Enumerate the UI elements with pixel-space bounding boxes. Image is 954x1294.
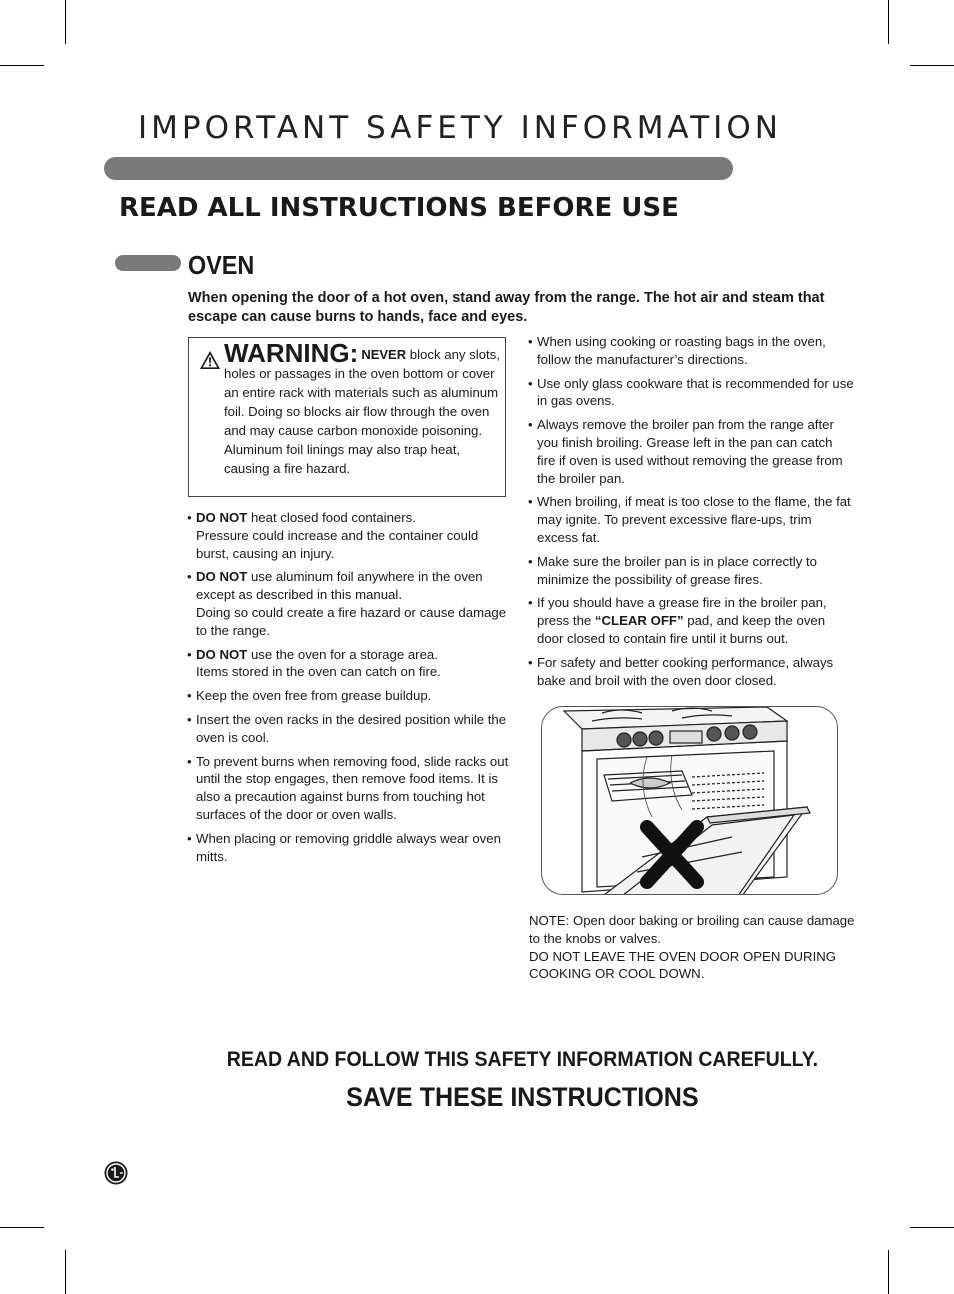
clear-off-label: “CLEAR OFF” <box>594 613 684 629</box>
item-text: Pressure could increase and the container could burst, causing an injury. <box>196 527 479 561</box>
list-item <box>188 509 510 562</box>
crop-mark <box>910 1227 954 1228</box>
footer-save-instructions: SAVE THESE INSTRUCTIONS <box>346 1082 699 1112</box>
list-item: • Always remove the broiler pan from the range after you finish broiling. Grease left in the pan can catch fire if oven is used without removing the grease from the broiler pan. <box>529 416 854 487</box>
note-text <box>529 912 859 983</box>
crop-mark <box>0 65 44 66</box>
footer-read-follow: READ AND FOLLOW THIS SAFETY INFORMATION CAREFULLY. <box>226 1048 819 1071</box>
list-item: • When placing or removing griddle always wear oven mitts. <box>188 830 510 866</box>
crop-mark <box>65 0 66 44</box>
item-text: Items stored in the oven can catch on fire. <box>196 664 441 680</box>
lg-logo-icon <box>104 1161 128 1185</box>
left-bullet-list <box>188 509 510 871</box>
list-item: • When using cooking or roasting bags in the oven, follow the manufacturer’s directions. <box>529 333 854 369</box>
list-item: • To prevent burns when removing food, slide racks out until the stop engages, then remove food items. It is also a precaution against burns from touching hot surfaces of the door or oven walls. <box>188 753 510 824</box>
warning-triangle-icon <box>199 350 221 370</box>
title-bar <box>104 157 733 180</box>
right-bullet-list <box>529 333 854 695</box>
crop-mark <box>0 1227 44 1228</box>
list-item: • Use only glass cookware that is recommended for use in gas ovens. <box>529 375 854 411</box>
list-item: • Make sure the broiler pan is in place correctly to minimize the possibility of grease fires. <box>529 553 854 589</box>
item-text: use aluminum foil anywhere in the oven except as described in this manual. <box>196 569 483 603</box>
warning-body: block any slots, holes or passages in the oven bottom or cover an entire rack with materials such as aluminum foil. Doing so blocks air flow through the oven and may cause carbon monoxide poisoning. Aluminum foil linings may also trap heat, causing a fire hazard. <box>224 347 500 476</box>
list-item: • Insert the oven racks in the desired position while the oven is cool. <box>188 711 510 747</box>
item-text: heat closed food containers. <box>247 510 416 525</box>
warning-never: NEVER <box>361 347 407 362</box>
note-line: NOTE: Open door baking or broiling can cause damage to the knobs or valves. <box>529 913 855 946</box>
item-text: pad, and keep the oven door closed to contain fire until it burns out. <box>537 613 826 646</box>
crop-mark <box>910 65 954 66</box>
crop-mark <box>888 1250 889 1294</box>
list-item <box>188 646 510 682</box>
section-heading: OVEN <box>188 250 255 280</box>
list-item <box>188 568 510 639</box>
warning-text <box>224 338 502 478</box>
item-text: use the oven for a storage area. <box>247 646 438 662</box>
do-not-label: DO NOT <box>196 569 248 585</box>
item-text: If you should have a grease fire in the broiler pan, press the <box>537 595 827 629</box>
warning-label: WARNING: <box>224 338 359 368</box>
list-item <box>529 594 854 647</box>
list-item: • For safety and better cooking performance, always bake and broil with the oven door closed. <box>529 654 854 690</box>
read-all-heading: READ ALL INSTRUCTIONS BEFORE USE <box>119 193 679 223</box>
note-line: DO NOT LEAVE THE OVEN DOOR OPEN DURING COOKING OR COOL DOWN. <box>529 948 837 982</box>
oven-door-open-illustration <box>541 706 838 895</box>
crop-mark <box>65 1250 66 1294</box>
item-text: Doing so could create a fire hazard or cause damage to the range. <box>196 604 507 638</box>
list-item: • When broiling, if meat is too close to the flame, the fat may ignite. To prevent excessive flare-ups, trim excess fat. <box>529 493 854 546</box>
do-not-label: DO NOT <box>196 510 248 525</box>
warning-box <box>188 337 506 497</box>
do-not-label: DO NOT <box>196 646 248 662</box>
list-item: • Keep the oven free from grease buildup. <box>188 687 510 705</box>
intro-text: When opening the door of a hot oven, stand away from the range. The hot air and steam that escape can cause burns to hands, face and eyes. <box>188 290 825 325</box>
crop-mark <box>888 0 889 44</box>
section-marker <box>115 255 181 271</box>
oven-illustration-icon <box>542 707 838 895</box>
page-title: IMPORTANT SAFETY INFORMATION <box>138 110 782 146</box>
